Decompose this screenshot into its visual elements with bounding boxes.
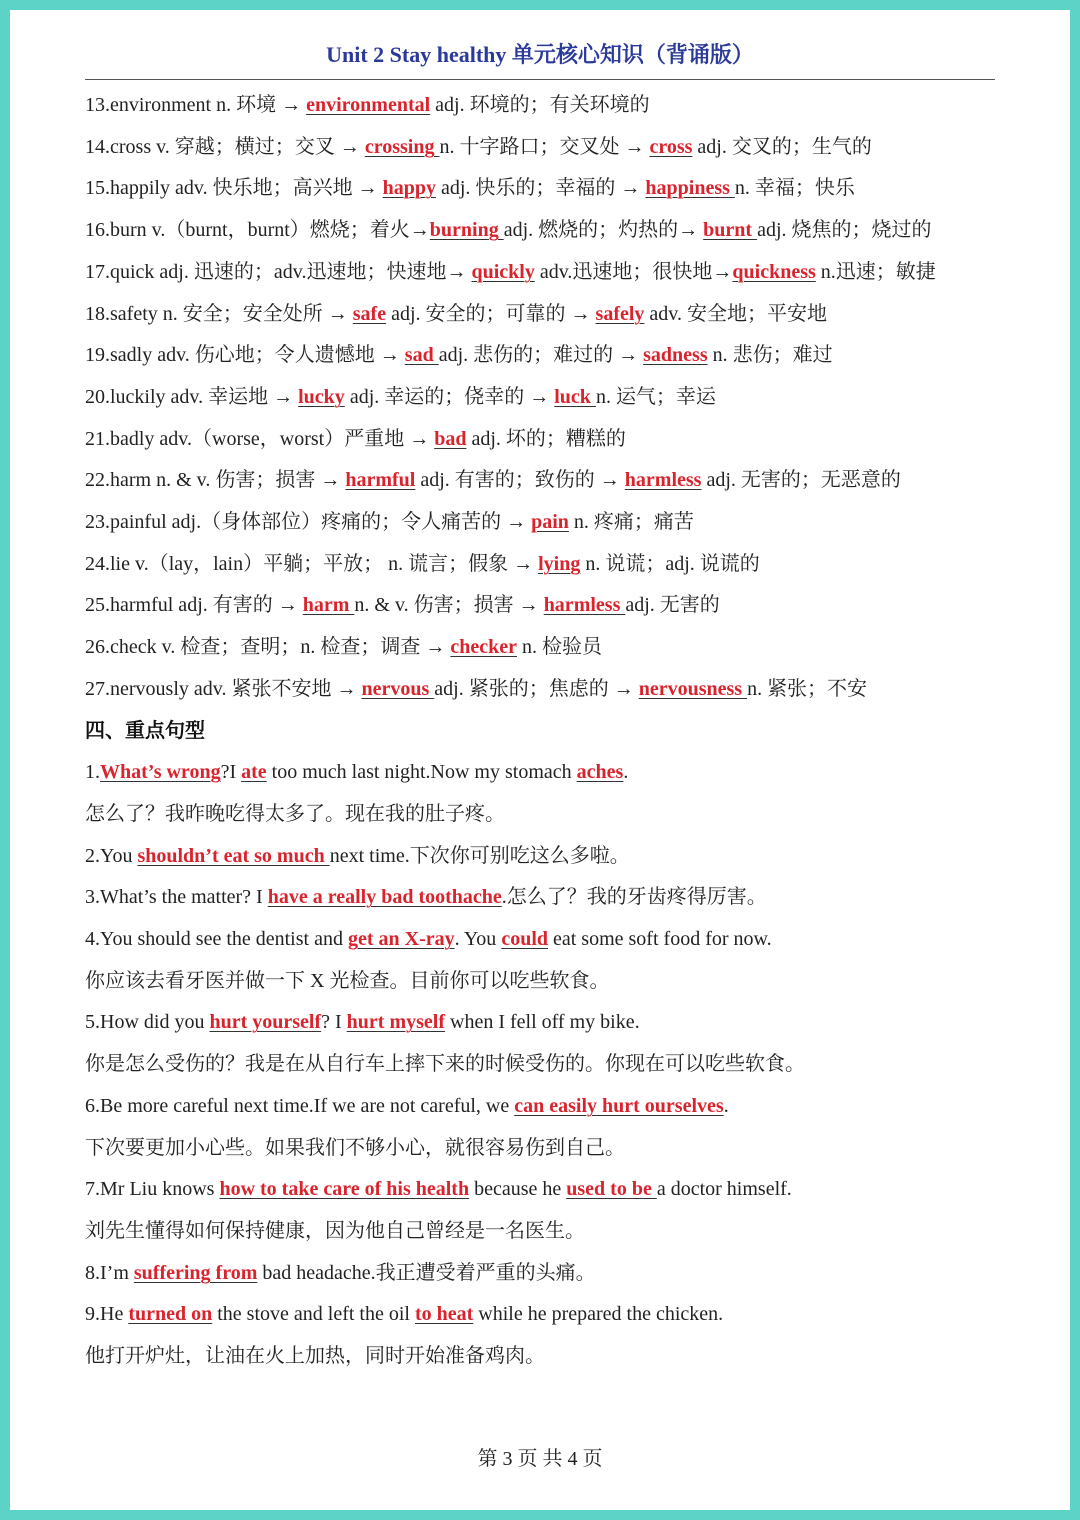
text-line [85, 1216, 1000, 1246]
line-text: 20.luckily adv. 幸运地 → [85, 386, 299, 408]
line-text: 25.harmful adj. 有害的 → [85, 594, 303, 616]
answer-blank: suffering from [133, 1262, 258, 1284]
text-line [85, 924, 1000, 954]
document-header: Unit 2 Stay healthy 单元核心知识（背诵版） [326, 42, 754, 67]
line-text: when I fell off my bike. [445, 1011, 640, 1033]
text-line [85, 465, 1000, 495]
answer-blank: quickness [732, 261, 816, 283]
line-text: 7.Mr Liu knows [85, 1178, 220, 1200]
line-text: adj. 无害的；无恶意的 [701, 469, 901, 491]
answer-blank: lucky [298, 386, 345, 408]
answer-blank: can easily hurt ourselves [514, 1095, 724, 1117]
answer-blank: harm [302, 594, 355, 616]
line-text: adj. 无害的 [625, 594, 720, 616]
answer-blank: cross [649, 136, 693, 158]
line-text: because he [469, 1178, 567, 1200]
answer-blank: sad [404, 344, 439, 366]
line-text: n. 说谎；adj. 说谎的 [580, 553, 760, 575]
line-text: 9.He [85, 1303, 129, 1325]
answer-blank: get an X-ray [347, 928, 455, 950]
line-text: 19.sadly adv. 伤心地；令人遗憾地 → [85, 344, 405, 366]
line-text: adj. 幸运的；侥幸的 → [344, 386, 555, 408]
text-line [85, 1258, 1000, 1288]
answer-blank: happiness [645, 177, 735, 199]
line-text: adj. 悲伤的；难过的 → [438, 344, 644, 366]
answer-blank: harmful [345, 469, 416, 491]
line-text: 你应该去看牙医并做一下 X 光检查。目前你可以吃些软食。 [85, 970, 610, 992]
line-text: too much last night.Now my stomach [266, 761, 577, 783]
line-text: 22.harm n. & v. 伤害；损害 → [85, 469, 346, 491]
document-page [10, 10, 1070, 1510]
answer-blank: happy [382, 177, 436, 199]
text-line [85, 173, 1000, 203]
line-text: adv. 安全地；平安地 [644, 303, 827, 325]
answer-blank: to heat [414, 1303, 474, 1325]
text-line [85, 299, 1000, 329]
text-line [85, 799, 1000, 829]
answer-blank: nervousness [638, 678, 748, 700]
line-text: n. 疼痛；痛苦 [568, 511, 694, 533]
answer-blank: harmless [543, 594, 626, 616]
answer-blank: pain [531, 511, 569, 533]
line-text: 你是怎么受伤的？我是在从自行车上摔下来的时候受伤的。你现在可以吃些软食。 [85, 1053, 805, 1075]
line-text: eat some soft food for now. [548, 928, 772, 950]
answer-blank: sadness [643, 344, 708, 366]
answer-blank: nervous [361, 678, 435, 700]
answer-blank: environmental [306, 94, 431, 116]
line-text: . [623, 761, 629, 783]
answer-blank: lying [538, 553, 581, 575]
answer-blank: quickly [471, 261, 535, 283]
answer-blank: hurt yourself [209, 1011, 322, 1033]
text-line [85, 674, 1000, 704]
line-text: 4.You should see the dentist and [85, 928, 348, 950]
answer-blank: harmless [624, 469, 702, 491]
answer-blank: burning [429, 219, 504, 241]
line-text: 四、重点句型 [85, 720, 205, 742]
answer-blank: aches [576, 761, 624, 783]
text-line [85, 1007, 1000, 1037]
text-line [85, 882, 1000, 912]
text-line [85, 966, 1000, 996]
text-line [85, 424, 1000, 454]
line-text: adj. 烧焦的；烧过的 [757, 219, 932, 241]
line-text: adj. 环境的；有关环境的 [430, 94, 650, 116]
line-text: n. 幸福；快乐 [734, 177, 855, 199]
line-text: adj. 有害的；致伤的 → [415, 469, 625, 491]
answer-blank: burnt [703, 219, 758, 241]
answer-blank: used to be [566, 1178, 657, 1200]
line-text: 6.Be more careful next time.If we are not careful, we [85, 1095, 515, 1117]
text-line [85, 132, 1000, 162]
line-text: . [723, 1095, 729, 1117]
line-text: ?I [220, 761, 242, 783]
line-text: 24.lie v.（lay，lain）平躺；平放； n. 谎言；假象 → [85, 553, 539, 575]
line-text: 他打开炉灶，让油在火上加热，同时开始准备鸡肉。 [85, 1345, 545, 1367]
line-text: bad headache.我正遭受着严重的头痛。 [257, 1262, 596, 1284]
line-text: n.迅速；敏捷 [815, 261, 936, 283]
text-line [85, 340, 1000, 370]
line-text: 5.How did you [85, 1011, 210, 1033]
text-line [85, 90, 1000, 120]
line-text: while he prepared the chicken. [473, 1303, 724, 1325]
line-text: 18.safety n. 安全；安全处所 → [85, 303, 353, 325]
line-text: adj. 交叉的；生气的 [692, 136, 872, 158]
text-line [85, 507, 1000, 537]
line-text: n. 悲伤；难过 [707, 344, 833, 366]
line-text: 下次要更加小心些。如果我们不够小心，就很容易伤到自己。 [85, 1137, 625, 1159]
page-number: 第 3 页 共 4 页 [477, 1448, 603, 1470]
text-line [85, 1091, 1000, 1121]
line-text: 8.I’m [85, 1262, 134, 1284]
line-text: n. 检验员 [516, 636, 602, 658]
text-line [85, 841, 1000, 871]
line-text: n. 十字路口；交叉处 → [439, 136, 650, 158]
answer-blank: safely [595, 303, 645, 325]
text-line [85, 215, 1000, 245]
text-line [85, 257, 1000, 287]
line-text: 26.check v. 检查；查明；n. 检查；调查 → [85, 636, 451, 658]
line-text: next time.下次你可别吃这么多啦。 [329, 845, 630, 867]
text-line [85, 1049, 1000, 1079]
line-text: 17.quick adj. 迅速的；adv.迅速地；快速地→ [85, 261, 472, 283]
line-text: ? I [321, 1011, 347, 1033]
answer-blank: turned on [128, 1303, 213, 1325]
text-line [85, 382, 1000, 412]
text-line [85, 757, 1000, 787]
answer-blank: how to take care of his health [219, 1178, 470, 1200]
header-divider [85, 79, 995, 80]
answer-blank: could [501, 928, 548, 950]
line-text: 13.environment n. 环境 → [85, 94, 307, 116]
answer-blank: safe [352, 303, 387, 325]
line-text: 23.painful adj.（身体部位）疼痛的；令人痛苦的 → [85, 511, 532, 533]
text-line [85, 1133, 1000, 1163]
text-line [85, 1299, 1000, 1329]
section-heading [85, 716, 1000, 746]
line-text: adv.迅速地；很快地→ [534, 261, 733, 283]
line-text: adj. 安全的；可靠的 → [386, 303, 596, 325]
line-text: 3.What’s the matter? I [85, 886, 268, 908]
line-text: n. & v. 伤害；损害 → [354, 594, 544, 616]
text-line [85, 632, 1000, 662]
answer-blank: ate [241, 761, 267, 783]
answer-blank: checker [450, 636, 517, 658]
line-text: . You [454, 928, 502, 950]
text-line [85, 1341, 1000, 1371]
line-text: 21.badly adv.（worse，worst）严重地 → [85, 428, 435, 450]
answer-blank: crossing [364, 136, 440, 158]
line-text: 16.burn v.（burnt，burnt）燃烧；着火→ [85, 219, 430, 241]
text-line [85, 1174, 1000, 1204]
line-text: the stove and left the oil [212, 1303, 415, 1325]
answer-blank: What’s wrong [100, 761, 221, 783]
line-text: a doctor himself. [656, 1178, 792, 1200]
text-line [85, 590, 1000, 620]
line-text: n. 紧张；不安 [747, 678, 868, 700]
line-text: 15.happily adv. 快乐地；高兴地 → [85, 177, 383, 199]
answer-blank: have a really bad toothache [267, 886, 502, 908]
line-text: adj. 紧张的；焦虑的 → [434, 678, 639, 700]
line-text: 1. [85, 761, 100, 783]
answer-blank: hurt myself [346, 1011, 445, 1033]
line-text: 怎么了？我昨晚吃得太多了。现在我的肚子疼。 [85, 803, 505, 825]
line-text: 刘先生懂得如何保持健康，因为他自己曾经是一名医生。 [85, 1220, 585, 1242]
line-text: 2.You [85, 845, 138, 867]
line-text: adj. 燃烧的；灼热的→ [503, 219, 704, 241]
line-text: n. 运气；幸运 [595, 386, 716, 408]
line-text: 27.nervously adv. 紧张不安地 → [85, 678, 362, 700]
answer-blank: luck [554, 386, 596, 408]
answer-blank: shouldn’t eat so much [137, 845, 330, 867]
line-text: adj. 坏的；糟糕的 [466, 428, 626, 450]
line-text: adj. 快乐的；幸福的 → [435, 177, 646, 199]
line-text: .怎么了？我的牙齿疼得厉害。 [501, 886, 767, 908]
line-text: 14.cross v. 穿越；横过；交叉 → [85, 136, 365, 158]
text-line [85, 549, 1000, 579]
answer-blank: bad [434, 428, 467, 450]
